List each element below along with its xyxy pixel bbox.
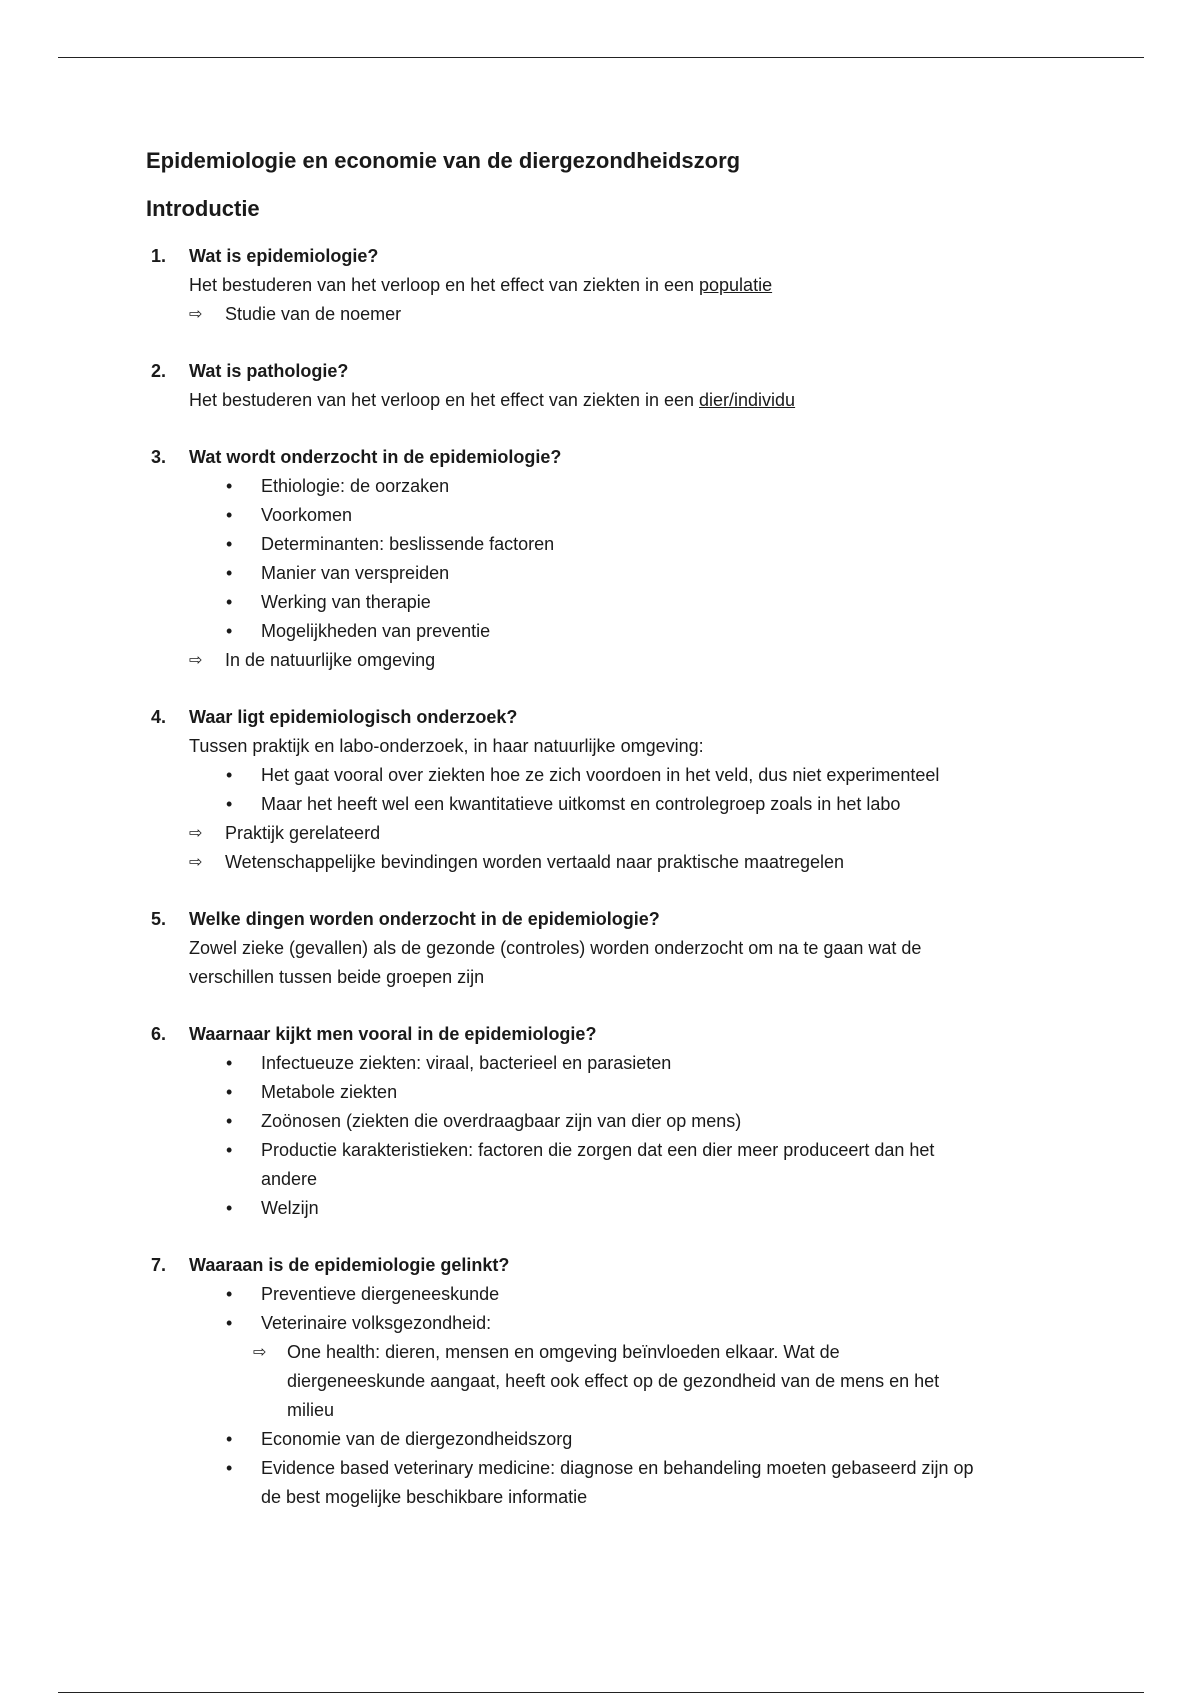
section-heading: Introductie xyxy=(146,196,260,221)
arrow-right-icon: ⇨ xyxy=(189,652,203,669)
question-text: Wat is epidemiologie? xyxy=(189,246,379,266)
header-rule xyxy=(58,57,1144,58)
list-item: • Preventieve diergeneeskunde xyxy=(146,1280,1046,1309)
list-item: • Zoönosen (ziekten die overdraagbaar zijn van dier op mens) xyxy=(146,1107,1046,1136)
arrow-note: ⇨ In de natuurlijke omgeving xyxy=(146,646,1046,675)
question-heading xyxy=(146,703,1046,732)
bullet-dot-icon: • xyxy=(226,1458,233,1478)
question-block-7 xyxy=(146,1251,1046,1512)
question-text: Wat wordt onderzocht in de epidemiologie? xyxy=(189,447,562,467)
question-block-1 xyxy=(146,242,1046,329)
bullet-dot-icon: • xyxy=(226,1284,233,1304)
question-heading xyxy=(146,357,1046,386)
question-heading xyxy=(146,1020,1046,1049)
list-item: • Productie karakteristieken: factoren die zorgen dat een dier meer produceert dan het andere xyxy=(146,1136,1046,1194)
bullet-dot-icon: • xyxy=(226,1198,233,1218)
arrow-note: ⇨ Wetenschappelijke bevindingen worden vertaald naar praktische maatregelen xyxy=(146,848,1046,877)
question-heading xyxy=(146,905,1046,934)
list-item: • Veterinaire volksgezondheid: xyxy=(146,1309,1046,1338)
list-item: • Voorkomen xyxy=(146,501,1046,530)
question-block-4 xyxy=(146,703,1046,877)
bullet-dot-icon: • xyxy=(226,765,233,785)
bullet-list xyxy=(146,1049,1046,1223)
question-number: 7. xyxy=(151,1255,167,1275)
bullet-dot-icon: • xyxy=(226,1111,233,1131)
question-number: 3. xyxy=(151,447,167,467)
question-block-5 xyxy=(146,905,1046,992)
bullet-dot-icon: • xyxy=(226,1053,233,1073)
bullet-dot-icon: • xyxy=(226,1082,233,1102)
list-item: • Manier van verspreiden xyxy=(146,559,1046,588)
arrow-note: ⇨ Praktijk gerelateerd xyxy=(146,819,1046,848)
question-block-2 xyxy=(146,357,1046,415)
arrow-right-icon: ⇨ xyxy=(189,306,203,323)
bullet-list xyxy=(146,761,1046,819)
bullet-dot-icon: • xyxy=(226,505,233,525)
list-item: • Infectueuze ziekten: viraal, bacterieel en parasieten xyxy=(146,1049,1046,1078)
footer-rule xyxy=(58,1692,1144,1693)
question-number: 1. xyxy=(151,246,167,266)
question-number: 4. xyxy=(151,707,167,727)
question-text: Waaraan is de epidemiologie gelinkt? xyxy=(189,1255,510,1275)
arrow-note: ⇨ One health: dieren, mensen en omgeving beïnvloeden elkaar. Wat de diergeneeskunde aangaat, heeft ook effect op de gezondheid van de mens en het milieu xyxy=(146,1338,1046,1425)
list-item: • Werking van therapie xyxy=(146,588,1046,617)
bullet-dot-icon: • xyxy=(226,534,233,554)
list-item: • Het gaat vooral over ziekten hoe ze zich voordoen in het veld, dus niet experimenteel xyxy=(146,761,1046,790)
document-body xyxy=(146,146,1046,1540)
bullet-dot-icon: • xyxy=(226,1313,233,1333)
list-item: • Ethiologie: de oorzaken xyxy=(146,472,1046,501)
list-item: • Maar het heeft wel een kwantitatieve uitkomst en controlegroep zoals in het labo xyxy=(146,790,1046,819)
answer-text: Het bestuderen van het verloop en het effect van ziekten in een populatie xyxy=(189,275,773,295)
arrow-right-icon: ⇨ xyxy=(253,1344,267,1361)
question-block-6 xyxy=(146,1020,1046,1223)
question-text: Waarnaar kijkt men vooral in de epidemiologie? xyxy=(189,1024,597,1044)
bullet-dot-icon: • xyxy=(226,621,233,641)
answer-text: Zowel zieke (gevallen) als de gezonde (controles) worden onderzocht om na te gaan wat de verschillen tussen beide groepen zijn xyxy=(189,938,922,987)
question-text: Wat is pathologie? xyxy=(189,361,349,381)
bullet-dot-icon: • xyxy=(226,794,233,814)
list-item: • Economie van de diergezondheidszorg xyxy=(146,1425,1046,1454)
bullet-list xyxy=(146,1425,1046,1512)
bullet-dot-icon: • xyxy=(226,1429,233,1449)
bullet-dot-icon: • xyxy=(226,476,233,496)
list-item: • Determinanten: beslissende factoren xyxy=(146,530,1046,559)
underlined-term: dier/individu xyxy=(699,390,796,410)
arrow-right-icon: ⇨ xyxy=(189,854,203,871)
question-number: 5. xyxy=(151,909,167,929)
question-heading xyxy=(146,242,1046,271)
arrow-note: ⇨ Studie van de noemer xyxy=(146,300,1046,329)
question-block-3 xyxy=(146,443,1046,675)
question-number: 2. xyxy=(151,361,167,381)
question-heading xyxy=(146,443,1046,472)
answer-text: Het bestuderen van het verloop en het effect van ziekten in een dier/individu xyxy=(189,390,796,410)
bullet-list xyxy=(146,1280,1046,1338)
list-item: • Metabole ziekten xyxy=(146,1078,1046,1107)
bullet-dot-icon: • xyxy=(226,1140,233,1160)
arrow-right-icon: ⇨ xyxy=(189,825,203,842)
question-text: Welke dingen worden onderzocht in de epidemiologie? xyxy=(189,909,660,929)
list-item: • Mogelijkheden van preventie xyxy=(146,617,1046,646)
bullet-list xyxy=(146,472,1046,646)
bullet-dot-icon: • xyxy=(226,563,233,583)
list-item: • Evidence based veterinary medicine: diagnose en behandeling moeten gebaseerd zijn op de best mogelijke beschikbare informatie xyxy=(146,1454,1046,1512)
question-number: 6. xyxy=(151,1024,167,1044)
bullet-dot-icon: • xyxy=(226,592,233,612)
question-heading xyxy=(146,1251,1046,1280)
question-text: Waar ligt epidemiologisch onderzoek? xyxy=(189,707,518,727)
list-item: • Welzijn xyxy=(146,1194,1046,1223)
document-title: Epidemiologie en economie van de diergezondheidszorg xyxy=(146,148,741,173)
underlined-term: populatie xyxy=(699,275,773,295)
answer-text: Tussen praktijk en labo-onderzoek, in haar natuurlijke omgeving: xyxy=(189,736,704,756)
